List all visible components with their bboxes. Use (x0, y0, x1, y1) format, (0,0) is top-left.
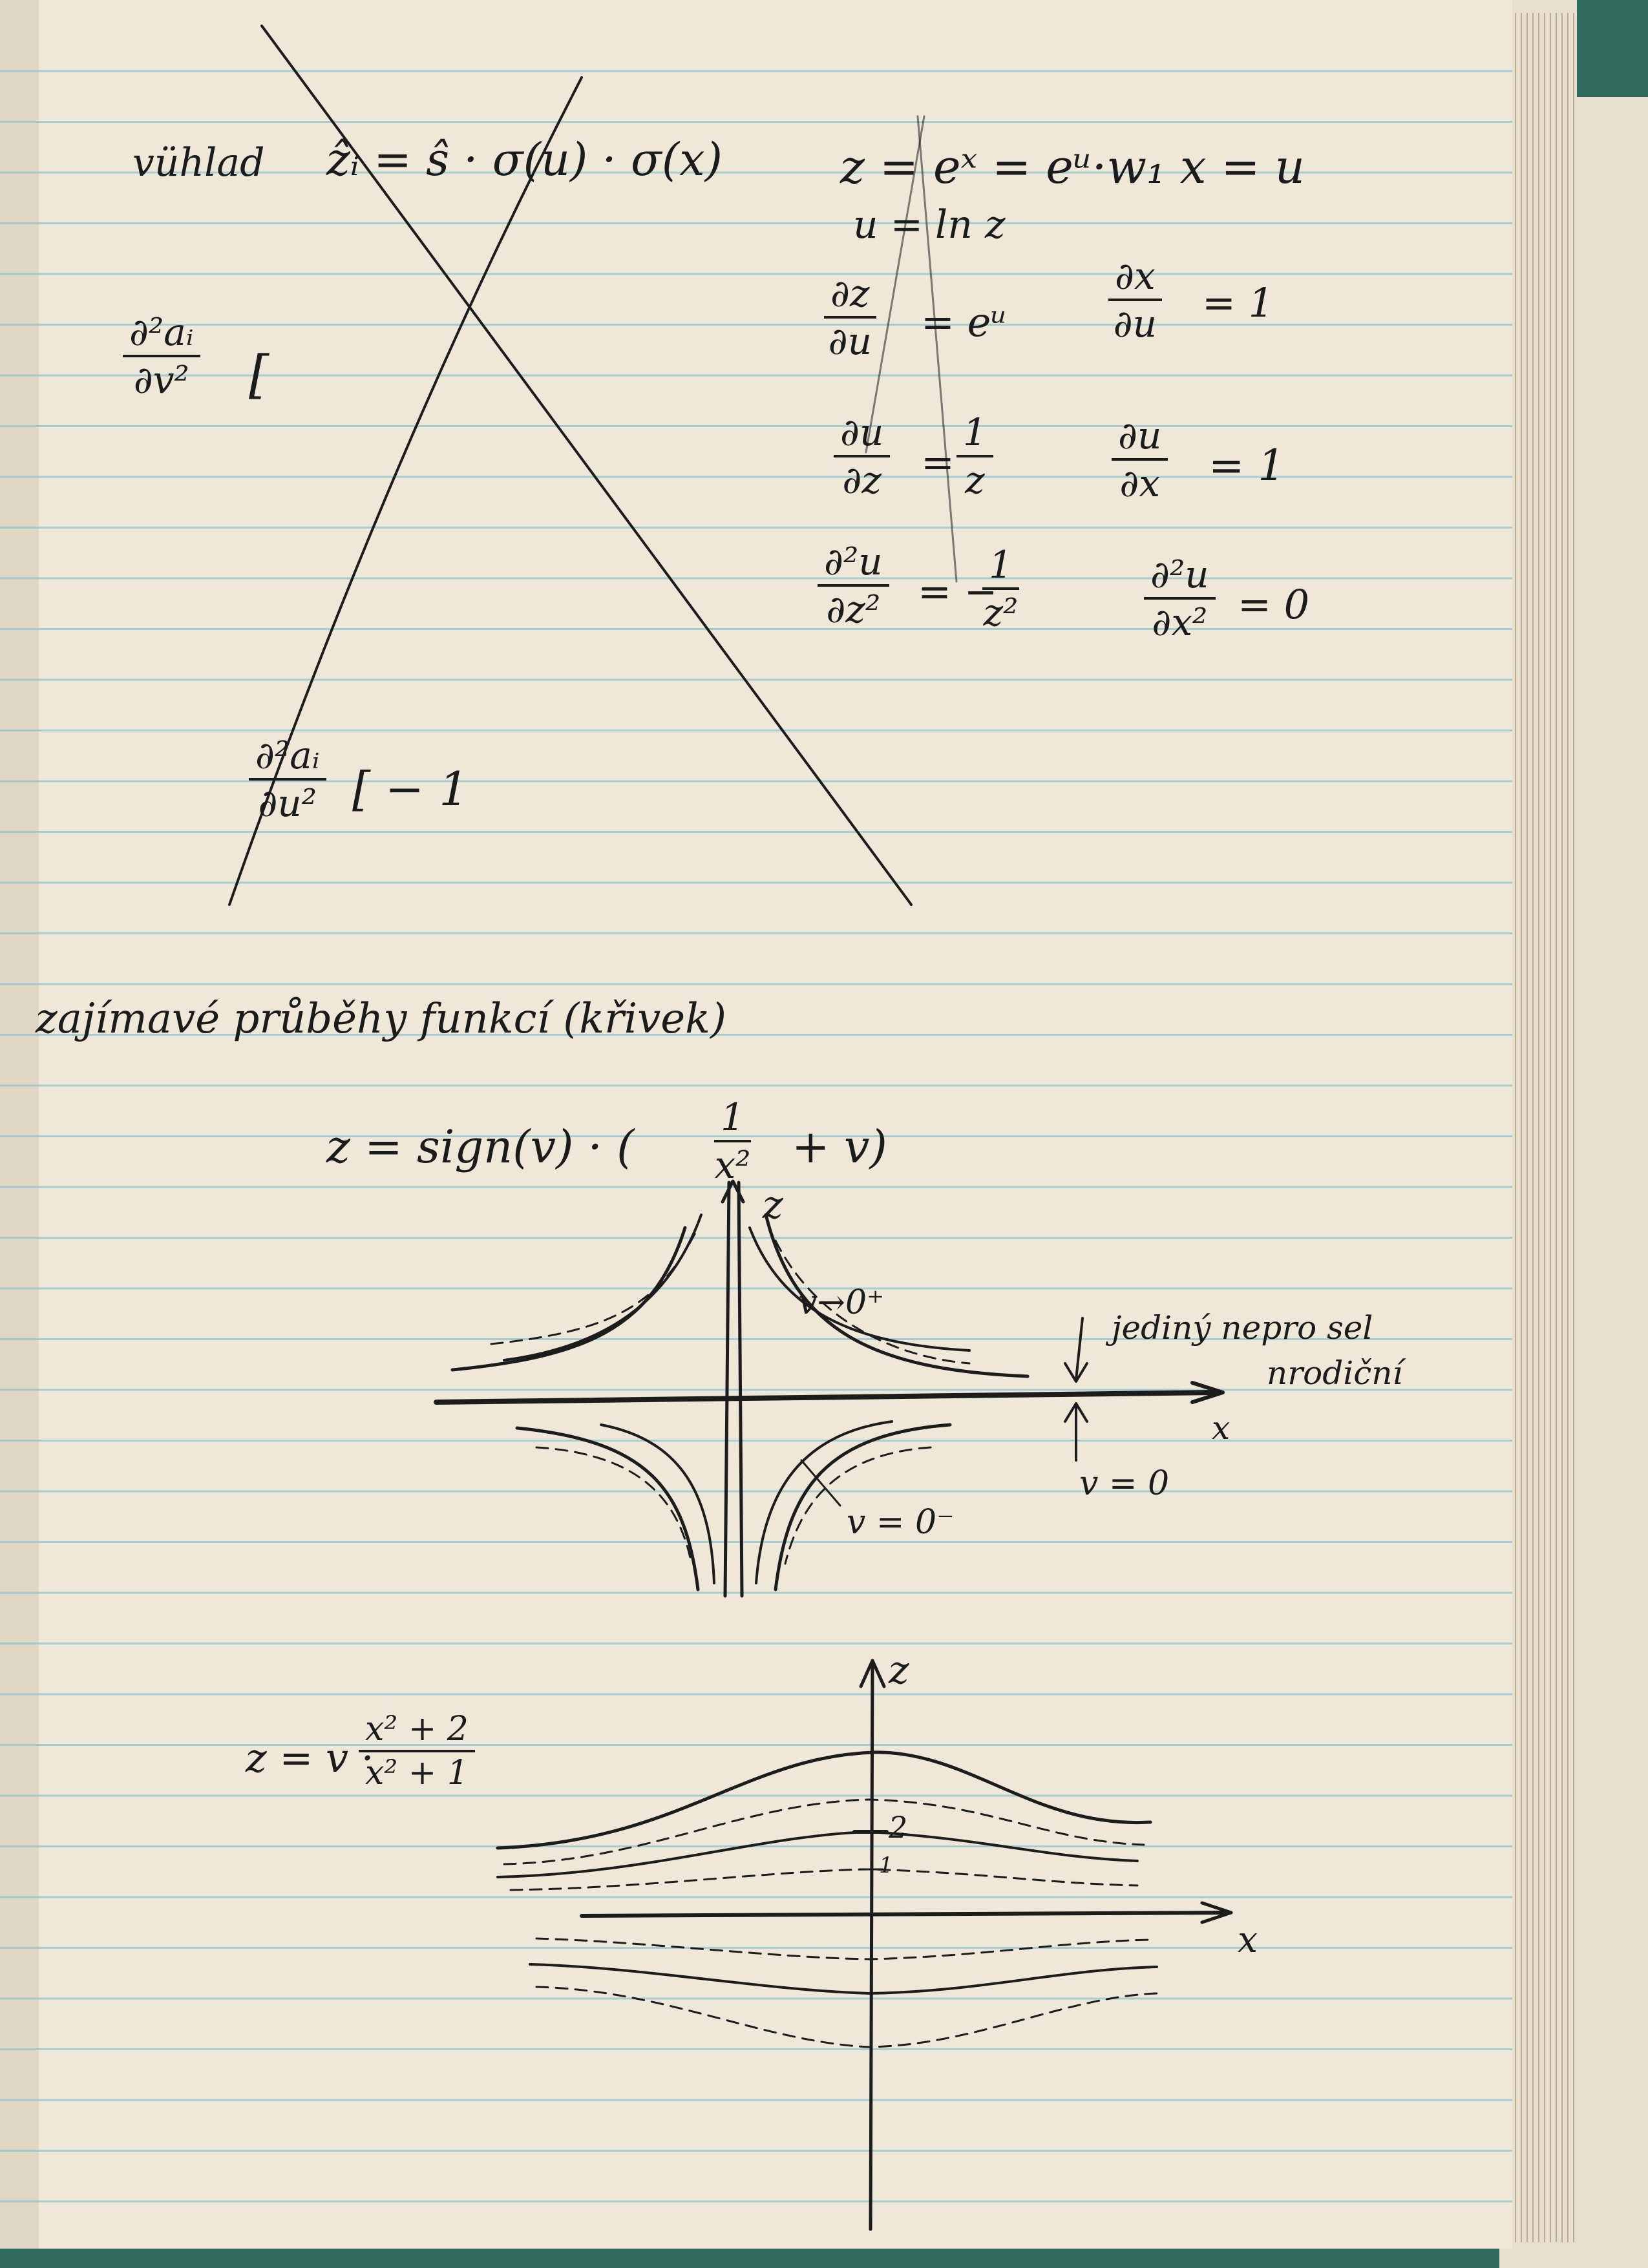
formula-u-ln-z: u = ln z (853, 202, 1006, 247)
derivative-du-dx-rhs: = 1 (1209, 441, 1285, 490)
graph2-tick-1-label: 1 (879, 1853, 893, 1878)
derivative-d2u-dz2-num: ∂²u (818, 543, 889, 587)
derivative-du-dz (834, 410, 890, 502)
derivative-dz-du-den: ∂u (828, 319, 872, 363)
derivative-dx-du-num: ∂x (1108, 257, 1162, 301)
derivative-d2a-du2-den: ∂u² (258, 781, 317, 825)
derivative-d2u-dx2-rhs: = 0 (1238, 581, 1310, 628)
derivative-d2u-dz2-eq: = − (918, 568, 998, 615)
graph1-x-label: x (1212, 1409, 1231, 1447)
derivative-du-dx-num: ∂u (1112, 417, 1168, 461)
derivative-d2a-dv2-den: ∂v² (133, 358, 189, 402)
graph2-y-axis (871, 1661, 872, 2229)
derivative-d2u-dx2-den: ∂x² (1152, 600, 1208, 644)
fraction-one-over-x2 (714, 1095, 751, 1187)
section-heading: zajímavé průběhy funkcí (křivek) (36, 995, 726, 1043)
derivative-d2a-dv2-num: ∂²aᵢ (123, 313, 200, 357)
derivative-dx-du-den: ∂u (1113, 302, 1157, 346)
derivative-dx-du (1108, 254, 1162, 346)
derivative-du-dz-den: ∂z (842, 458, 882, 502)
formula-z-exp: z = eˣ = eᵘ·w₁ x = u (840, 140, 1305, 194)
derivative-d2a-du2-num: ∂²aᵢ (249, 737, 326, 781)
fraction-one-over-x2-den: x² (714, 1143, 751, 1187)
derivative-du-dz-eq: = (921, 439, 955, 486)
fraction-rational-num: x² + 2 (359, 1712, 475, 1752)
fraction-rational-den: x² + 1 (365, 1754, 469, 1792)
fraction-one-over-z2-den: z² (983, 591, 1019, 635)
derivative-d2u-dz2 (818, 540, 889, 631)
fraction-one-over-z (956, 410, 993, 502)
graph1-annotation-2: nrodiční (1267, 1354, 1403, 1392)
derivative-d2u-dx2 (1144, 552, 1216, 644)
graph2-tick-2-label: 2 (889, 1810, 908, 1845)
notebook-cover-top (1577, 0, 1648, 97)
fraction-one-over-z-den: z (965, 458, 985, 502)
heading-vuhlad: vühlad (132, 140, 265, 185)
formula-z-sigma: ẑᵢ = ŝ · σ(u) · σ(x) (326, 133, 723, 186)
graph2-x-label: x (1238, 1919, 1258, 1960)
graph1-y-label: z (763, 1182, 783, 1228)
fraction-x2plus2-over-x2plus1 (359, 1712, 475, 1790)
derivative-dz-du (824, 271, 876, 363)
derivative-dx-du-rhs: = 1 (1202, 279, 1274, 326)
fraction-one-over-x2-num: 1 (714, 1098, 751, 1142)
formula-sign-rhs: + v) (792, 1120, 887, 1173)
formula-sign: z = sign(v) · ( (326, 1120, 635, 1173)
graph1-label-v-neg: v = 0⁻ (847, 1503, 955, 1542)
derivative-dz-du-num: ∂z (824, 275, 876, 319)
graph1-annotation-1: jediný nepro sel (1112, 1309, 1373, 1347)
paper-shadow-left (0, 0, 39, 2249)
derivative-d2u-dx2-num: ∂²u (1144, 556, 1216, 600)
derivative-d2u-dz2-den: ∂z² (826, 587, 881, 631)
derivative-du-dx-den: ∂x (1119, 461, 1161, 505)
derivative-d2a-du2 (249, 733, 326, 825)
fraction-one-over-z2 (982, 543, 1019, 635)
graph1-label-v-zero: v = 0 (1079, 1464, 1170, 1503)
graph2-y-label: z (889, 1648, 909, 1693)
derivative-dz-du-rhs: = eᵘ (921, 299, 1008, 346)
fraction-one-over-z2-num: 1 (982, 546, 1019, 590)
bracket-1: [ (249, 344, 269, 404)
derivative-d2a-dv2 (123, 310, 200, 402)
formula-rational: z = v · (246, 1734, 374, 1781)
bracket-minus-one: [ − 1 (352, 762, 469, 816)
derivative-du-dz-num: ∂u (834, 414, 890, 457)
derivative-du-dx (1112, 414, 1168, 505)
fraction-one-over-z-num: 1 (956, 414, 993, 457)
graph1-label-v-pos: v→0⁺ (798, 1283, 885, 1322)
